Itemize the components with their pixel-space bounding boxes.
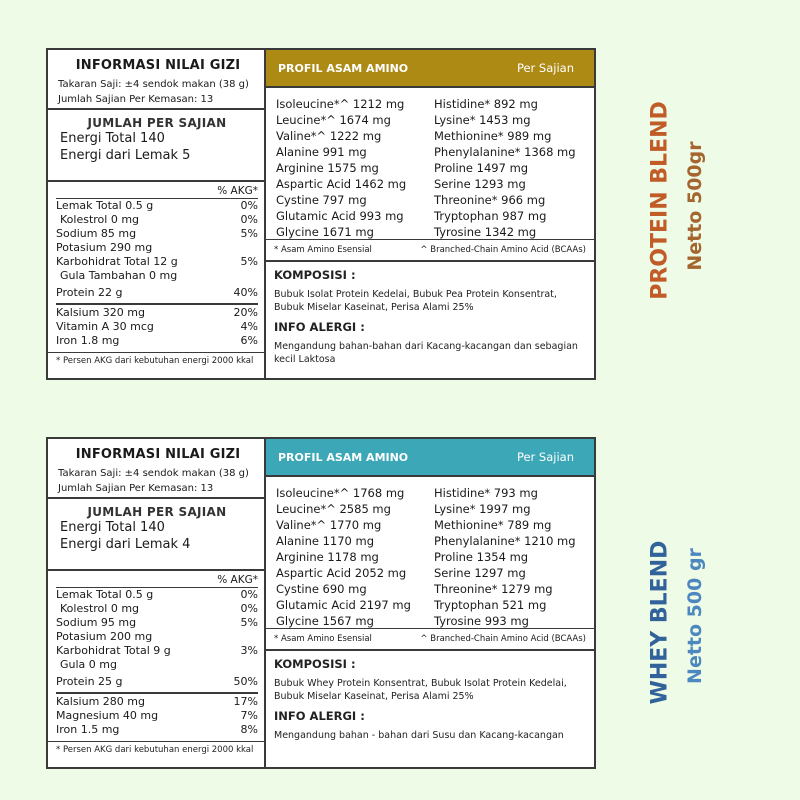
composition-title: KOMPOSISI : bbox=[274, 657, 356, 671]
nutrient-label: Kolestrol 0 mg bbox=[60, 213, 140, 226]
nutrient-label: Karbohidrat Total 9 g bbox=[56, 644, 171, 657]
amino-header-bar bbox=[266, 439, 594, 477]
allergy-section bbox=[266, 703, 594, 742]
amino-list-left bbox=[276, 96, 436, 239]
nutrition-header bbox=[48, 439, 264, 499]
amino-item: Serine 1297 mg bbox=[434, 566, 526, 580]
amino-header-bar bbox=[266, 50, 594, 88]
protein-blend-label-panel bbox=[46, 48, 596, 380]
akg-header: % AKG* bbox=[217, 185, 258, 197]
composition-section bbox=[266, 651, 594, 703]
nutrient-akg: 5% bbox=[240, 616, 258, 629]
amino-item: Arginine 1178 mg bbox=[276, 550, 379, 564]
protein-akg: 40% bbox=[233, 286, 258, 299]
nutrient-label: Karbohidrat Total 12 g bbox=[56, 255, 178, 268]
amino-item: Valine*^ 1222 mg bbox=[276, 129, 382, 143]
legend-essential: * Asam Amino Esensial bbox=[274, 245, 372, 255]
nutrient-akg: 0% bbox=[240, 588, 258, 601]
amino-item: Leucine*^ 2585 mg bbox=[276, 502, 391, 516]
nutrient-label: Lemak Total 0.5 g bbox=[56, 199, 154, 212]
nutrient-label: Kolestrol 0 mg bbox=[60, 602, 140, 615]
allergy-section bbox=[266, 314, 594, 366]
amino-item: Alanine 991 mg bbox=[276, 145, 367, 159]
amino-item: Histidine* 892 mg bbox=[434, 97, 538, 111]
amino-acid-profile bbox=[266, 50, 594, 378]
composition-section bbox=[266, 262, 594, 314]
amino-item: Aspartic Acid 1462 mg bbox=[276, 177, 407, 191]
nutrient-akg: 7% bbox=[240, 709, 258, 722]
servings-per-package: Jumlah Sajian Per Kemasan: 13 bbox=[58, 483, 214, 494]
protein-label: Protein 25 g bbox=[56, 675, 123, 688]
amino-item: Tryptophan 987 mg bbox=[434, 209, 547, 223]
amino-item: Proline 1354 mg bbox=[434, 550, 529, 564]
amino-item: Glycine 1671 mg bbox=[276, 225, 374, 239]
nutrient-akg: 0% bbox=[240, 602, 258, 615]
nutrient-label: Potasium 290 mg bbox=[56, 241, 153, 254]
amino-title: PROFIL ASAM AMINO bbox=[278, 61, 409, 75]
nutrient-label: Magnesium 40 mg bbox=[56, 709, 159, 722]
composition-text: Bubuk Isolat Protein Kedelai, Bubuk Pea Protein Konsentrat, Bubuk Miselar Kaseinat, Perisa Alami 25% bbox=[274, 289, 557, 313]
serving-size: Takaran Saji: ±4 sendok makan (38 g) bbox=[58, 79, 249, 90]
serving-size: Takaran Saji: ±4 sendok makan (38 g) bbox=[58, 468, 249, 479]
amino-item: Threonine* 1279 mg bbox=[434, 582, 553, 596]
nutrient-akg: 3% bbox=[240, 644, 258, 657]
amino-item: Methionine* 789 mg bbox=[434, 518, 552, 532]
per-serving-section bbox=[48, 110, 264, 182]
nutrient-label: Iron 1.5 mg bbox=[56, 723, 120, 736]
nutrient-label: Lemak Total 0.5 g bbox=[56, 588, 154, 601]
amino-item: Alanine 1170 mg bbox=[276, 534, 375, 548]
amino-item: Aspartic Acid 2052 mg bbox=[276, 566, 407, 580]
nutrient-akg: 6% bbox=[240, 334, 258, 347]
nutrition-header bbox=[48, 50, 264, 110]
whey-blend-label-panel bbox=[46, 437, 596, 769]
amino-item: Phenylalanine* 1368 mg bbox=[434, 145, 576, 159]
nutrient-akg: 5% bbox=[240, 227, 258, 240]
legend-essential: * Asam Amino Esensial bbox=[274, 634, 372, 644]
amino-list-left bbox=[276, 485, 436, 628]
amino-item: Serine 1293 mg bbox=[434, 177, 526, 191]
legend-bcaa: ^ Branched-Chain Amino Acid (BCAAs) bbox=[420, 245, 586, 255]
amino-acid-profile bbox=[266, 439, 594, 767]
energy-total: Energi Total 140 bbox=[60, 131, 165, 146]
amino-list-right bbox=[434, 96, 594, 239]
amino-item: Proline 1497 mg bbox=[434, 161, 529, 175]
allergy-text: Mengandung bahan - bahan dari Susu dan Kacang-kacangan bbox=[274, 730, 564, 741]
nutrient-akg: 20% bbox=[233, 306, 258, 319]
net-weight-whey-blend: Netto 500 gr bbox=[684, 548, 706, 684]
nutrient-akg: 4% bbox=[240, 320, 258, 333]
nutrition-title: INFORMASI NILAI GIZI bbox=[75, 447, 241, 462]
nutrition-facts-table bbox=[48, 50, 266, 378]
amino-item: Glutamic Acid 2197 mg bbox=[276, 598, 411, 612]
per-serving-title: JUMLAH PER SAJIAN bbox=[87, 505, 227, 519]
akg-header: % AKG* bbox=[217, 574, 258, 586]
nutrient-label: Sodium 95 mg bbox=[56, 616, 137, 629]
protein-akg: 50% bbox=[233, 675, 258, 688]
amino-item: Glycine 1567 mg bbox=[276, 614, 374, 628]
nutrient-label: Iron 1.8 mg bbox=[56, 334, 120, 347]
amino-list-right bbox=[434, 485, 594, 628]
amino-item: Cystine 690 mg bbox=[276, 582, 367, 596]
nutrient-label: Vitamin A 30 mcg bbox=[56, 320, 154, 333]
amino-item: Lysine* 1453 mg bbox=[434, 113, 531, 127]
legend-bcaa: ^ Branched-Chain Amino Acid (BCAAs) bbox=[420, 634, 586, 644]
amino-item: Threonine* 966 mg bbox=[434, 193, 546, 207]
amino-item: Leucine*^ 1674 mg bbox=[276, 113, 391, 127]
energy-from-fat: Energi dari Lemak 5 bbox=[60, 148, 191, 163]
per-serving-label: Per Sajian bbox=[516, 61, 574, 75]
nutrition-title: INFORMASI NILAI GIZI bbox=[75, 58, 241, 73]
composition-text: Bubuk Whey Protein Konsentrat, Bubuk Isolat Protein Kedelai, Bubuk Miselar Kaseinat, Perisa Alami 25% bbox=[274, 678, 567, 702]
nutrient-akg: 5% bbox=[240, 255, 258, 268]
amino-item: Isoleucine*^ 1768 mg bbox=[276, 486, 405, 500]
amino-item: Tyrosine 993 mg bbox=[434, 614, 529, 628]
allergy-text: Mengandung bahan-bahan dari Kacang-kacangan dan sebagian kecil Laktosa bbox=[274, 341, 578, 365]
nutrient-label: Sodium 85 mg bbox=[56, 227, 137, 240]
amino-item: Valine*^ 1770 mg bbox=[276, 518, 382, 532]
protein-label: Protein 22 g bbox=[56, 286, 123, 299]
amino-title: PROFIL ASAM AMINO bbox=[278, 450, 409, 464]
nutrient-label: Gula 0 mg bbox=[60, 658, 117, 671]
amino-item: Lysine* 1997 mg bbox=[434, 502, 531, 516]
amino-item: Phenylalanine* 1210 mg bbox=[434, 534, 576, 548]
energy-total: Energi Total 140 bbox=[60, 520, 165, 535]
amino-legend bbox=[266, 240, 594, 262]
composition-title: KOMPOSISI : bbox=[274, 268, 356, 282]
amino-item: Arginine 1575 mg bbox=[276, 161, 379, 175]
net-weight-protein-blend: Netto 500gr bbox=[684, 141, 706, 271]
nutrient-label: Kalsium 320 mg bbox=[56, 306, 145, 319]
amino-item: Methionine* 989 mg bbox=[434, 129, 552, 143]
akg-footnote: * Persen AKG dari kebutuhan energi 2000 kkal bbox=[48, 352, 264, 366]
amino-legend bbox=[266, 629, 594, 651]
allergy-title: INFO ALERGI : bbox=[274, 320, 365, 334]
amino-item: Glutamic Acid 993 mg bbox=[276, 209, 404, 223]
servings-per-package: Jumlah Sajian Per Kemasan: 13 bbox=[58, 94, 214, 105]
amino-item: Tryptophan 521 mg bbox=[434, 598, 547, 612]
nutrient-label: Kalsium 280 mg bbox=[56, 695, 145, 708]
nutrient-akg: 0% bbox=[240, 213, 258, 226]
nutrient-akg: 17% bbox=[233, 695, 258, 708]
amino-item: Histidine* 793 mg bbox=[434, 486, 538, 500]
per-serving-title: JUMLAH PER SAJIAN bbox=[87, 116, 227, 130]
per-serving-section bbox=[48, 499, 264, 571]
nutrient-label: Gula Tambahan 0 mg bbox=[60, 269, 178, 282]
amino-item: Tyrosine 1342 mg bbox=[434, 225, 537, 239]
product-name-protein-blend: PROTEIN BLEND bbox=[647, 101, 673, 300]
nutrient-akg: 0% bbox=[240, 199, 258, 212]
nutrient-rows bbox=[48, 587, 264, 737]
nutrient-label: Potasium 200 mg bbox=[56, 630, 153, 643]
nutrient-rows bbox=[48, 198, 264, 348]
amino-item: Cystine 797 mg bbox=[276, 193, 367, 207]
energy-from-fat: Energi dari Lemak 4 bbox=[60, 537, 191, 552]
nutrient-akg: 8% bbox=[240, 723, 258, 736]
allergy-title: INFO ALERGI : bbox=[274, 709, 365, 723]
akg-footnote: * Persen AKG dari kebutuhan energi 2000 kkal bbox=[48, 741, 264, 755]
per-serving-label: Per Sajian bbox=[516, 450, 574, 464]
product-name-whey-blend: WHEY BLEND bbox=[647, 540, 673, 705]
nutrition-facts-table bbox=[48, 439, 266, 767]
amino-item: Isoleucine*^ 1212 mg bbox=[276, 97, 405, 111]
